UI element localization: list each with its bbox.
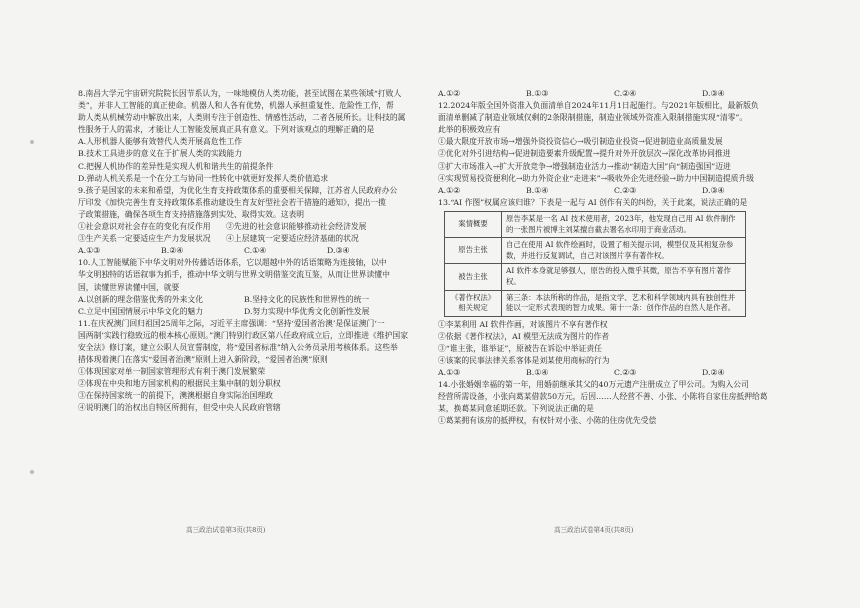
table-key-cell: 《著作权法》相关规定: [445, 290, 502, 316]
table-row: [445, 211, 746, 237]
text-line: 10.人工智能赋能下中华文明对外传播话语体系，它以超越中外的话语策略为连接轴，以中: [78, 258, 387, 268]
option: D.③④: [702, 185, 725, 195]
question-10-options-row-1: [78, 294, 410, 306]
option: D.努力实现中华优秀文化创新性发展: [244, 306, 370, 316]
option: C.②③: [614, 185, 637, 195]
text-line: ④实现贸易投资便利化→助力外资企业“走进来”→吸收外企先进经验→助力中国制造提质升级: [438, 173, 755, 183]
text-line: ①体现国家对单一制国家管理形式有利于澳门发展繁荣: [78, 367, 266, 377]
text-line: 国两制’实践行稳致远的根本核心原则。”澳门特别行政区第八任政府成立后，立即推进《维护国家: [78, 330, 409, 340]
text-line: 11.在庆祝澳门回归祖国25周年之际，习近平主席强调：“坚持‘爱国者治澳’是保证澳门‘一: [78, 318, 385, 328]
text-line: A.人形机器人能够有效替代人类开展高危性工作: [78, 137, 243, 147]
table-value-cell: 自己在使用 AI 软件绘画时，设置了相关提示词，模型仅及其相复杂参数，并进行反复调试，自己对该图片享有著作权。: [502, 238, 746, 264]
table-row: [445, 238, 746, 264]
table-key-cell: 原告主张: [445, 238, 502, 264]
text-line: ①社会意识对社会存在的变化有反作用 ②先进的社会意识能够推动社会经济发展: [78, 222, 367, 232]
text-line: ②优化对外引进结构→促进制造要素升级配置→提升对外开放层次→深化改革协同推进: [438, 149, 731, 159]
exam-page-3: [68, 0, 420, 608]
text-line: ②依据《著作权法》，AI 模型无法成为图片的作者: [438, 331, 610, 341]
question-12-options: [438, 185, 790, 197]
option: C.立足中国国情展示中华文化的魅力: [78, 306, 204, 316]
text-line: 此举的积极效应有: [438, 125, 501, 135]
question-13-options: [438, 367, 790, 379]
text-line: 面清单删减了制造业领域仅剩的2条限制措施，制造业领域外资准入限制措施实现“清零”。: [438, 113, 748, 123]
table-value-cell: 原告李某是一名 AI 技术使用者，2023年，他发现自己用 AI 软件制作的一张图片被博主刘某擅自截去署名水印用于商业活动。: [502, 211, 746, 237]
question-11-options: [438, 88, 790, 100]
option: A.①②: [438, 89, 461, 98]
question-11-text: [78, 318, 410, 366]
text-line: 某，换葛某同意延期还款。下列说法正确的是: [438, 404, 594, 414]
option: B.①④: [526, 368, 549, 378]
text-line: ②体现在中央和地方国家机构的根据民主集中制的划分职权: [78, 379, 281, 389]
text-line: 厅印发《加快完善生育支持政策体系推动建设生育友好型社会若干措施的通知》，提出一揽: [78, 197, 386, 207]
text-line: 助人类从机械劳动中解放出来，人类则专注于创造性、情感性活动，二者各展所长。让科技的属: [78, 113, 406, 123]
question-12-items: [438, 136, 790, 184]
option: D.②④: [702, 368, 725, 378]
text-line: 8.南昌大学元宇宙研究院院长因节系认为，一味地模仿人类功能，甚至试图在某些领域“打败人: [78, 89, 402, 98]
text-line: B.技术工具进步的意义在于扩展人类的实践能力: [78, 149, 243, 159]
page-footer: 高三政治试卷第3页(共8页): [186, 526, 266, 534]
option: D.③④: [327, 246, 350, 256]
text-line: 12.2024年版全国外资准入负面清单自2024年11月1日起施行。与2021年版相比，最新版负: [438, 101, 759, 111]
option: C.①④: [244, 246, 267, 256]
text-line: 子政策措施，确保各项生育支持措施落到实处、取得实效。这表明: [78, 209, 305, 219]
option: B.②④: [161, 246, 184, 256]
option: A.①③: [438, 368, 461, 378]
binding-hole: [30, 470, 34, 474]
text-line: ①李某利用 AI 软件作画，对该图片不享有著作权: [438, 319, 608, 329]
option: C.②④: [614, 89, 637, 98]
text-line: C.把握人机协作的差异性是实现人机和谐共生的前提条件: [78, 161, 274, 171]
text-line: 类”，并非人工智能的真正使命。机器人和人各有优势，机器人承担重复性、危险性工作，帮: [78, 101, 394, 111]
text-line: 经营所需设备，小张向葛某借款50万元，后因……人经营不善、小张、小陈将自家住房抵押给葛: [438, 392, 768, 402]
option: B.坚持文化的民族性和世界性的统一: [244, 294, 370, 304]
table-row: [445, 290, 746, 316]
page-footer: 高三政治试卷第4页(共8页): [554, 526, 634, 534]
question-14-text: [438, 379, 790, 427]
text-line: ③扩大市场准入→扩大开放竞争→增强制造业活力→推动“制造大国”向“制造强国”迈进: [438, 161, 731, 171]
text-line: 国，读懂世界读懂中国，就要: [78, 282, 180, 292]
text-line: 安全法》修订案，建立公职人员宣誓制度，将“爱国者标准”纳入公务员录用考核体系。这些举: [78, 342, 398, 352]
question-13-items: [438, 319, 790, 367]
text-line: D.弹动人机关系是一个在分工与协同一性转化中就更好发挥人类价值追求: [78, 173, 329, 183]
question-8-9-text: [78, 88, 410, 245]
question-11-items: [78, 366, 410, 414]
table-row: [445, 264, 746, 290]
question-13-intro: 13.“AI 作图”权属应该归谁？下表是一起与 AI 创作有关的纠纷，关于此案，说法正确的是: [438, 197, 748, 207]
text-line: 14.小张婚姻幸福的第一年，用婚前继承其父的40万元遗产注册成立了甲公司。为购入公司: [438, 380, 749, 390]
option: A.①②: [438, 185, 461, 195]
option: B.①④: [526, 185, 549, 195]
text-line: ①葛某拥有该房的抵押权，有权针对小张、小陈的住房优先受偿: [438, 416, 657, 426]
table-key-cell: 被告主张: [445, 264, 502, 290]
text-line: 措体现着澳门在落实“爱国者治澳”原则上进入新阶段，“爱国者治澳”原则: [78, 355, 328, 365]
text-line: ③生产关系一定要适应生产力发展状况 ④上层建筑一定要适应经济基础的状况: [78, 234, 359, 244]
question-10-text: [78, 257, 410, 293]
option: D.③④: [702, 89, 725, 98]
text-line: ④说明澳门的治权出自特区所拥有，但受中央人民政府管辖: [78, 403, 281, 413]
table-value-cell: 第三条：本法所称的作品，是指文学、艺术和科学领域内具有独创性并能以一定形式表现的智力成果。第十一条：创作作品的自然人是作者。: [502, 290, 746, 316]
binding-hole: [30, 140, 34, 144]
option: A.①③: [78, 246, 101, 256]
question-12-text: [438, 100, 790, 136]
text-line: ③“谁主张，谁举证”，原被告在诉讼中举证责任: [438, 343, 602, 353]
table-value-cell: AI 软件本身就足够强人，原告的投入微乎其微，原告不享有图片著作权。: [502, 264, 746, 290]
text-line: ①最大限度开放市场→增强外资投资信心→吸引制造业投资→促进制造业高质量发展: [438, 137, 723, 147]
table-key-cell: 案情概要: [445, 211, 502, 237]
question-9-options: [78, 245, 410, 257]
text-line: 性服务于人的需求，才能让人工智能发展真正具有意义。下列对该观点的理解正确的是: [78, 125, 375, 135]
text-line: ④该案的民事法律关系客体是刘某使用商标的行为: [438, 355, 610, 365]
option: B.①③: [526, 89, 549, 98]
option: C.②③: [614, 368, 637, 378]
option: A.以创新的理念借鉴优秀的外来文化: [78, 294, 204, 304]
exam-page-4: [428, 0, 800, 608]
question-10-options-row-2: [78, 306, 410, 318]
text-line: 华文明独特的话语叙事为抓手，推动中华文明与世界文明借鉴交流互鉴，从而让世界读懂中: [78, 270, 390, 280]
text-line: 9.孩子是国家的未来和希望，为优化生育支持政策体系的重要相关保障，江苏省人民政府办公: [78, 185, 398, 195]
text-line: ③在保持国家统一的前提下，澳澳根据自身实际治国理政: [78, 391, 273, 401]
case-table: [444, 211, 746, 317]
